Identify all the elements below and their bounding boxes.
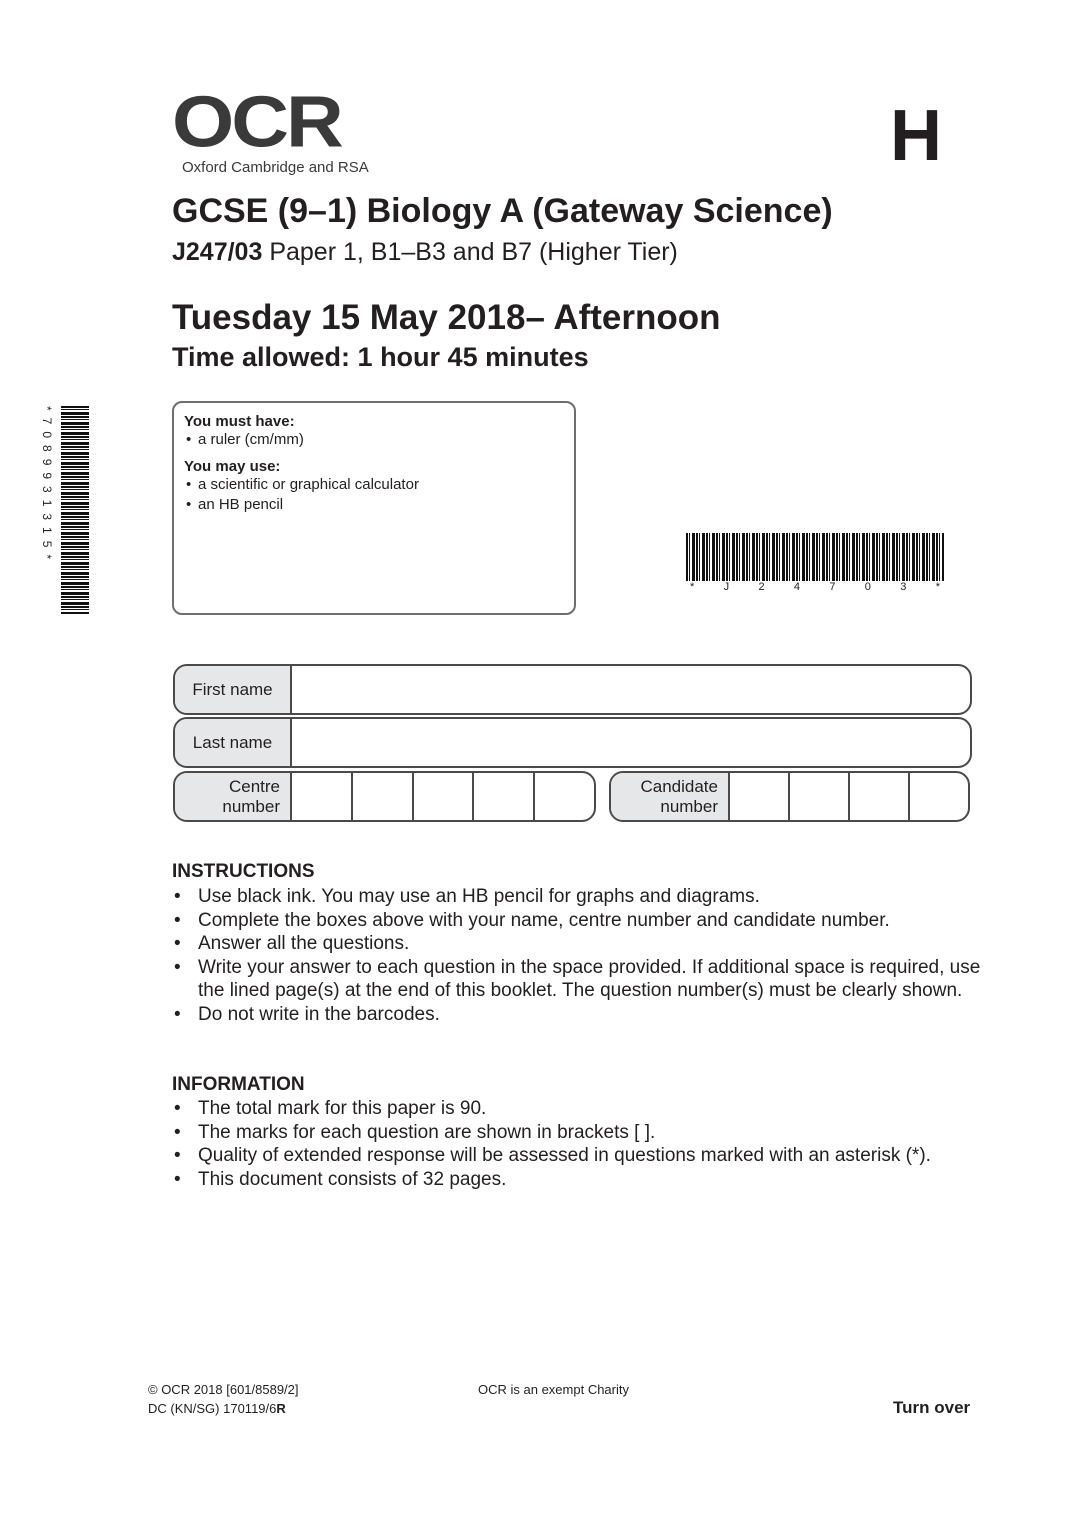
candidate-label-line1: Candidate bbox=[640, 776, 718, 796]
instructions-heading: INSTRUCTIONS bbox=[172, 861, 315, 882]
first-name-label: First name bbox=[175, 666, 292, 713]
centre-label-line2: number bbox=[222, 796, 280, 816]
barcode-digit: 7 bbox=[829, 581, 836, 593]
tier-letter: H bbox=[890, 96, 942, 176]
candidate-number-field bbox=[609, 771, 970, 822]
list-item: • Do not write in the barcodes. bbox=[172, 1003, 992, 1027]
instructions-list bbox=[172, 885, 992, 1027]
list-item: • Write your answer to each question in the space provided. If additional space is required, use the lined page(s) at the end of this booklet. The question number(s) must be clearly shown. bbox=[172, 956, 992, 1003]
centre-number-label bbox=[175, 773, 292, 820]
centre-digit-box[interactable] bbox=[292, 773, 353, 820]
last-name-field bbox=[173, 717, 972, 768]
equipment-box bbox=[172, 401, 576, 615]
first-name-input[interactable] bbox=[292, 666, 970, 713]
barcode-digit: * bbox=[935, 581, 940, 593]
copyright-note: © OCR 2018 [601/8589/2] bbox=[148, 1382, 299, 1397]
centre-digit-box[interactable] bbox=[414, 773, 475, 820]
list-item: • The marks for each question are shown in brackets [ ]. bbox=[172, 1121, 1002, 1145]
candidate-digit-box[interactable] bbox=[730, 773, 790, 820]
may-use-list bbox=[184, 475, 564, 515]
vertical-barcode bbox=[61, 406, 89, 614]
information-list bbox=[172, 1097, 1002, 1191]
must-have-list bbox=[184, 430, 564, 450]
list-item: • Quality of extended response will be assessed in questions marked with an asterisk (*). bbox=[172, 1144, 1002, 1168]
barcode-digit: 3 bbox=[900, 581, 907, 593]
first-name-field bbox=[173, 664, 972, 715]
barcode-digit: 0 bbox=[864, 581, 871, 593]
list-item: • The total mark for this paper is 90. bbox=[172, 1097, 1002, 1121]
information-heading: INFORMATION bbox=[172, 1074, 305, 1095]
last-name-input[interactable] bbox=[292, 719, 970, 766]
barcode-digit: * bbox=[690, 581, 695, 593]
dc-code-text: DC (KN/SG) 170119/6 bbox=[148, 1401, 277, 1416]
candidate-digit-box[interactable] bbox=[850, 773, 910, 820]
centre-digit-box[interactable] bbox=[535, 773, 594, 820]
list-item: • Use black ink. You may use an HB pencil for graphs and diagrams. bbox=[172, 885, 992, 909]
list-item: • Complete the boxes above with your name, centre number and candidate number. bbox=[172, 909, 992, 933]
paper-code: J247/03 bbox=[172, 238, 263, 266]
last-name-label: Last name bbox=[175, 719, 292, 766]
paper-title: Paper 1, B1–B3 and B7 (Higher Tier) bbox=[269, 238, 678, 266]
paper-barcode-digits bbox=[686, 581, 944, 593]
list-item: • Answer all the questions. bbox=[172, 932, 992, 956]
paper-line bbox=[172, 238, 678, 267]
vertical-barcode-digits: *7089931315* bbox=[40, 406, 54, 567]
dc-code-suffix: R bbox=[276, 1401, 286, 1416]
list-item: • This document consists of 32 pages. bbox=[172, 1168, 1002, 1192]
candidate-digit-box[interactable] bbox=[790, 773, 850, 820]
centre-digit-box[interactable] bbox=[474, 773, 535, 820]
barcode-digit: 2 bbox=[758, 581, 765, 593]
must-have-label: You must have: bbox=[184, 413, 295, 430]
subject-title: GCSE (9–1) Biology A (Gateway Science) bbox=[172, 192, 833, 230]
exam-date: Tuesday 15 May 2018– Afternoon bbox=[172, 298, 721, 337]
centre-number-field bbox=[173, 771, 596, 822]
centre-digit-box[interactable] bbox=[353, 773, 414, 820]
centre-label-line1: Centre bbox=[228, 776, 280, 796]
barcode-digit: J bbox=[723, 581, 730, 593]
candidate-digit-box[interactable] bbox=[910, 773, 968, 820]
list-item: • a ruler (cm/mm) bbox=[184, 430, 564, 450]
paper-barcode bbox=[686, 533, 944, 581]
may-use-label: You may use: bbox=[184, 458, 281, 475]
dc-code bbox=[148, 1401, 286, 1416]
ocr-logo-subtitle: Oxford Cambridge and RSA bbox=[182, 159, 369, 176]
candidate-label-line2: number bbox=[660, 796, 718, 816]
list-item: • a scientific or graphical calculator bbox=[184, 475, 564, 495]
time-allowed: Time allowed: 1 hour 45 minutes bbox=[172, 342, 589, 372]
barcode-digit: 4 bbox=[793, 581, 801, 593]
charity-note: OCR is an exempt Charity bbox=[478, 1382, 629, 1397]
candidate-number-label bbox=[611, 773, 730, 820]
turn-over: Turn over bbox=[893, 1398, 971, 1417]
ocr-logo: OCR bbox=[172, 81, 341, 162]
list-item: • an HB pencil bbox=[184, 495, 564, 515]
